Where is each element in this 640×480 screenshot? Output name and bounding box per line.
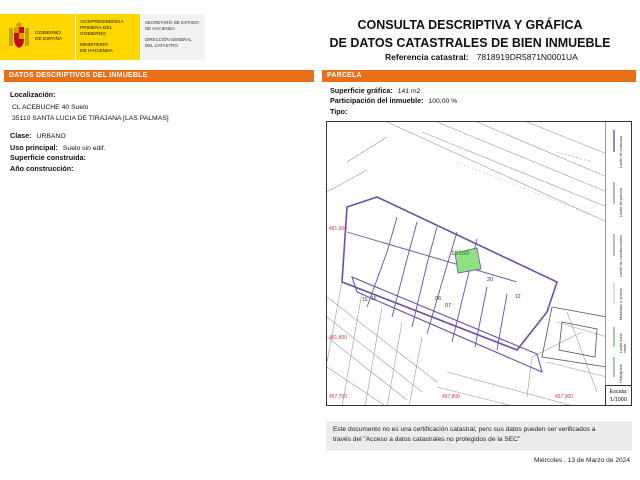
legend-item: Límite de parcela xyxy=(619,187,623,217)
ref-label: Referencia catastral: xyxy=(385,52,469,62)
localizacion-line-1: CL ACEBUCHE 40 Suelo xyxy=(12,104,89,111)
directorate-line: DE HACIENDA xyxy=(145,25,176,31)
directorate-line: DEL CATASTRO xyxy=(145,42,178,48)
directorate-line: SECRETARÍA DE ESTADO xyxy=(145,20,199,25)
parcel-number-label: 06 xyxy=(435,296,442,302)
map-coord-label: 481,800 xyxy=(329,335,348,341)
participacion-value: 100,00 % xyxy=(428,98,458,105)
document-date: Miércoles , 13 de Marzo de 2024 xyxy=(533,457,630,464)
map-scale xyxy=(605,385,631,405)
legend-item: Límite zona verde xyxy=(619,333,627,353)
cadastral-reference xyxy=(385,52,578,62)
coat-of-arms-icon xyxy=(6,22,32,52)
directorate-label xyxy=(140,14,205,60)
scale-label: Escala: xyxy=(609,389,628,395)
title-line-2: DE DATOS CATASTRALES DE BIEN INMUEBLE xyxy=(329,36,611,50)
legend-item: Límite de construcciones xyxy=(619,235,623,277)
tipo-label: Tipo: xyxy=(330,107,348,116)
highlight-parcel-label: 19180 xyxy=(451,250,470,257)
parcela-section-bar: PARCELA xyxy=(322,70,636,82)
legend-item: Hidrografía xyxy=(619,364,623,383)
legend-item: Mobiliario y aceras xyxy=(619,288,623,320)
map-coord-label: 457,900 xyxy=(555,394,574,400)
ministry-line: MINISTERIO xyxy=(80,43,108,49)
parcel-number-label: 16 xyxy=(371,296,377,302)
title-line-1: CONSULTA DESCRIPTIVA Y GRÁFICA xyxy=(357,18,583,32)
map-legend xyxy=(605,122,631,387)
superficie-grafica-label: Superficie gráfica: xyxy=(330,86,393,95)
scale-value: 1/1000 xyxy=(610,397,627,403)
localizacion-label: Localización: xyxy=(10,90,56,99)
parcel-number-label: 15 xyxy=(362,297,368,303)
superficie-construida-label: Superficie construida: xyxy=(10,153,86,162)
anio-construccion-label: Año construcción: xyxy=(10,164,74,173)
government-logo-block xyxy=(0,14,205,60)
localizacion-line-2: 35110 SANTA LUCIA DE TIRAJANA [LAS PALMAS] xyxy=(12,115,169,122)
clase-label: Clase: xyxy=(10,131,32,140)
disclaimer-line-1: Este documento no es una certificación catastral, pero sus datos pueden ser verificados a xyxy=(333,426,596,433)
ministry-line: VICEPRESIDENCIA xyxy=(80,20,124,25)
document-title xyxy=(300,16,640,52)
parcel-number-label: 07 xyxy=(445,303,452,309)
legend-item: Límite de manzana xyxy=(619,135,623,168)
cadastral-map-drawing xyxy=(327,122,632,406)
ministry-line: DE HACIENDA xyxy=(80,49,113,55)
superficie-grafica-value: 141 m2 xyxy=(397,88,421,95)
gov-left-line: DE ESPAÑA xyxy=(35,37,63,42)
participacion-label: Participación del inmueble: xyxy=(330,96,424,105)
clase-value: URBANO xyxy=(36,133,66,140)
ministry-line: PRIMERA DEL GOBIERNO xyxy=(80,25,113,37)
map-coord-label: 457,700 xyxy=(329,394,348,400)
disclaimer-line-2: través del "Acceso a datos catastrales no protegidos de la SEC" xyxy=(333,436,521,443)
map-coord-label: 481,900 xyxy=(329,226,348,232)
gobierno-de-espana-logo xyxy=(0,14,75,60)
parcel-number-label: 12 xyxy=(515,294,521,300)
disclaimer-note xyxy=(326,421,632,451)
cadastral-map[interactable] xyxy=(326,121,632,406)
directorate-line: DIRECCIÓN GENERAL xyxy=(145,37,192,43)
map-coord-label: 457,800 xyxy=(442,394,461,400)
gov-left-line: GOBIERNO xyxy=(35,31,61,36)
parcel-number-label: 20 xyxy=(487,277,494,283)
ref-value: 7818919DR5871N0001UA xyxy=(476,52,578,62)
ministry-label xyxy=(75,14,140,60)
uso-value: Suelo sin edif. xyxy=(62,145,106,152)
uso-label: Uso principal: xyxy=(10,143,58,152)
descriptive-data-section-bar: DATOS DESCRIPTIVOS DEL INMUEBLE xyxy=(4,70,314,82)
